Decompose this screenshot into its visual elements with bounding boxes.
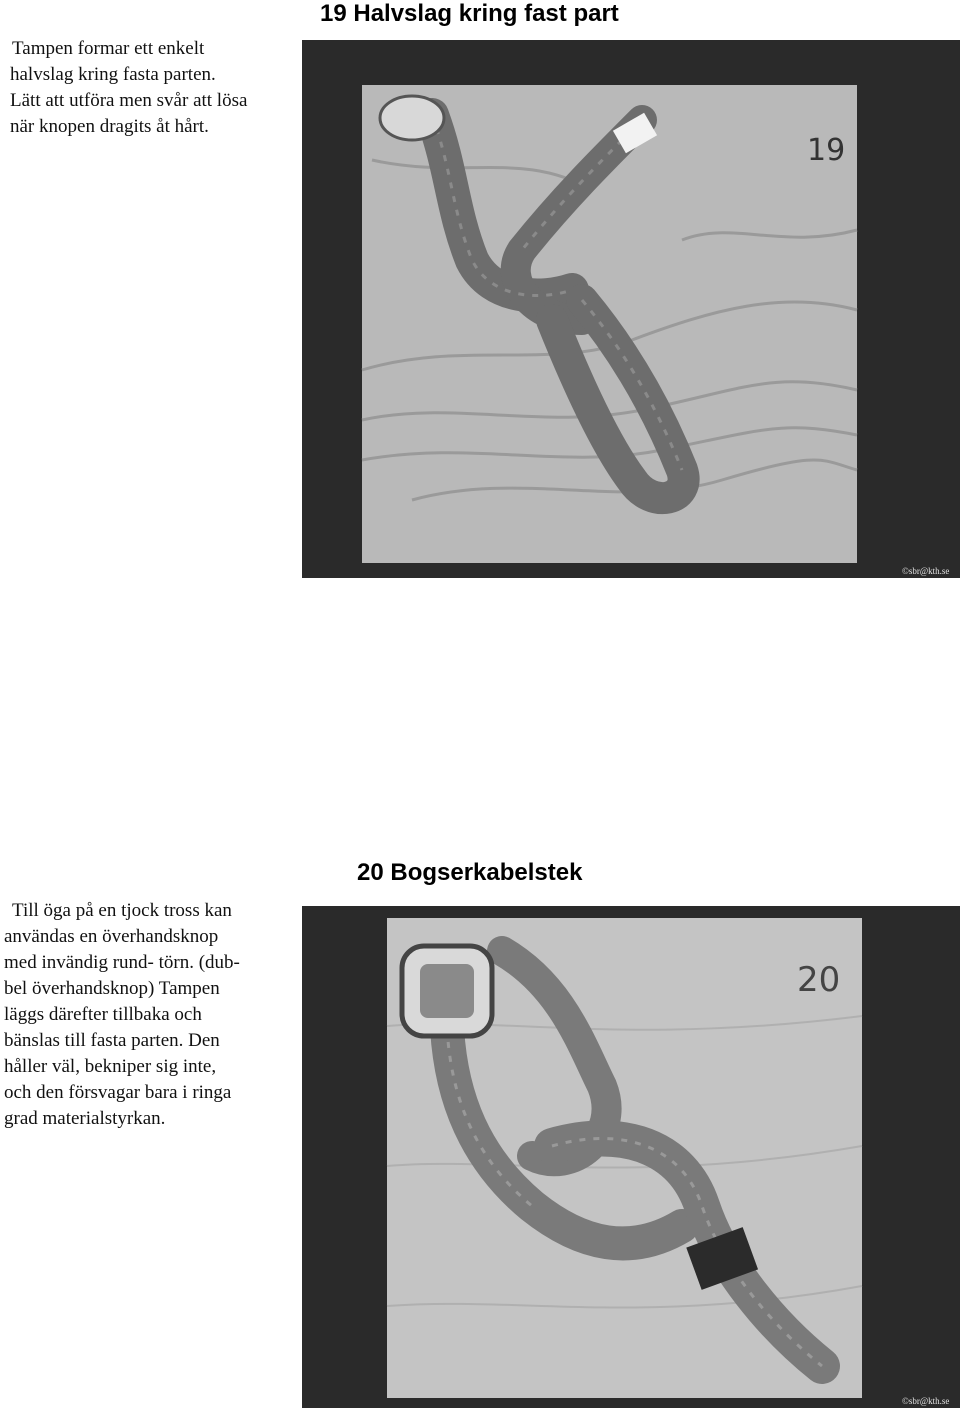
photo-copyright-19: ©sbr@kth.se [902,566,950,576]
text-line: användas en överhandsknop [4,926,219,947]
text-line: när knopen dragits åt hårt. [10,116,209,137]
text-line: halvslag kring fasta parten. [10,64,216,85]
section-20-text [4,898,240,1132]
text-line: bänslas till fasta parten. Den [4,1030,220,1051]
photo-copyright-20: ©sbr@kth.se [902,1396,950,1406]
thimble-core [420,964,474,1018]
section-20-heading: 20 Bogserkabelstek [357,859,583,886]
text-line: bel överhandsknop) Tampen [4,978,220,999]
text-line: läggs därefter tillbaka och [4,1004,202,1025]
section-19-heading: 19 Halvslag kring fast part [320,0,619,27]
board-number-19: 19 [807,133,846,168]
knot-photo-19 [302,40,960,578]
text-line: Lätt att utföra men svår att lösa [10,90,248,111]
knot-photo-20-image [302,906,960,1408]
section-19-text [10,36,247,140]
board-number-20: 20 [797,960,841,1000]
text-line: grad materialstyrkan. [4,1108,166,1129]
text-line: Till öga på en tjock tross kan [12,900,232,921]
text-line: med invändig rund- törn. (dub- [4,952,240,973]
text-line: Tampen formar ett enkelt [12,38,205,59]
text-line: håller väl, bekniper sig inte, [4,1056,217,1077]
knot-photo-19-image [302,40,960,578]
eye-fitting [380,96,444,140]
knot-photo-20 [302,906,960,1408]
text-line: och den försvagar bara i ringa [4,1082,232,1103]
